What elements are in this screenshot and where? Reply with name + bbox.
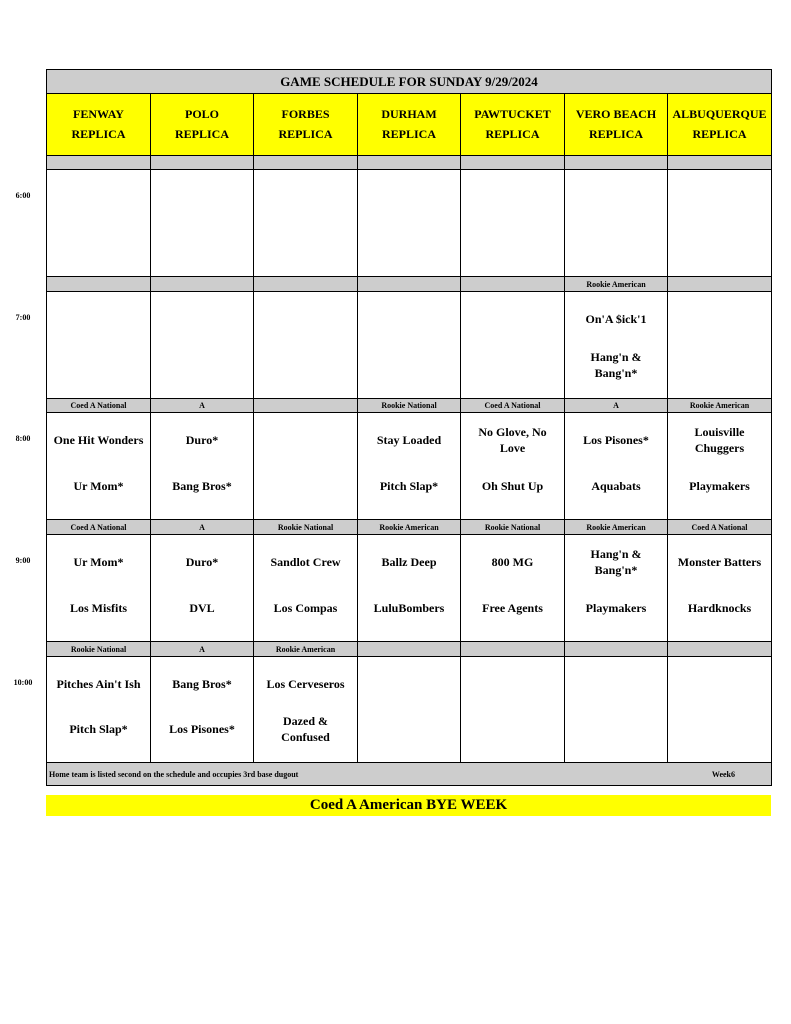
division-label <box>253 155 358 170</box>
game-cell <box>150 291 254 399</box>
away-team: Bang Bros* <box>172 677 232 691</box>
field-name: PAWTUCKET <box>474 106 551 121</box>
time-label: 8:00 <box>15 434 31 443</box>
home-team: Los Pisones* <box>169 722 235 736</box>
field-header <box>253 93 358 156</box>
game-cell <box>460 412 565 520</box>
game-cell <box>150 412 254 520</box>
home-team: Playmakers <box>689 479 750 493</box>
away-team: Pitches Ain't Ish <box>56 677 141 691</box>
game-cell <box>564 534 668 642</box>
game-cell <box>46 534 151 642</box>
division-label <box>460 276 565 292</box>
division-label <box>150 276 254 292</box>
home-team: Bang Bros* <box>172 479 232 493</box>
field-subtitle: REPLICA <box>174 127 229 142</box>
division-label <box>667 155 772 170</box>
division-label <box>357 276 461 292</box>
week-label: Week6 <box>711 769 735 779</box>
division-label <box>667 276 772 292</box>
field-subtitle: REPLICA <box>381 127 436 142</box>
home-team: Free Agents <box>482 601 543 615</box>
game-cell <box>667 291 772 399</box>
home-team: Aquabats <box>591 479 641 493</box>
away-team: Louisville Chuggers <box>694 425 745 455</box>
game-cell <box>46 291 151 399</box>
division-label: Coed A National <box>46 398 151 413</box>
home-team: Hardknocks <box>687 601 752 615</box>
away-team: Ur Mom* <box>73 555 124 569</box>
home-team: DVL <box>189 601 215 615</box>
away-team: One Hit Wonders <box>53 433 144 447</box>
division-label <box>46 155 151 170</box>
game-cell <box>357 169 461 277</box>
home-team-note: Home team is listed second on the schedule and occupies 3rd base dugout <box>49 769 299 779</box>
division-label: Coed A National <box>667 519 772 535</box>
field-name: POLO <box>184 106 219 121</box>
home-team: Dazed & Confused <box>281 714 330 744</box>
game-cell <box>460 291 565 399</box>
game-cell <box>460 656 565 763</box>
field-header <box>46 93 151 156</box>
schedule-title: GAME SCHEDULE FOR SUNDAY 9/29/2024 <box>46 69 772 94</box>
game-cell <box>253 412 358 520</box>
field-name: VERO BEACH <box>575 106 657 121</box>
game-cell <box>564 656 668 763</box>
away-team: Ballz Deep <box>381 555 437 569</box>
game-cell <box>357 656 461 763</box>
division-label <box>564 641 668 657</box>
game-cell <box>253 169 358 277</box>
away-team: Monster Batters <box>677 555 762 569</box>
time-label: 7:00 <box>15 313 31 322</box>
away-team: No Glove, No Love <box>478 425 547 455</box>
time-label: 6:00 <box>15 191 31 200</box>
game-cell <box>150 656 254 763</box>
bye-week-banner: Coed A American BYE WEEK <box>46 795 771 816</box>
field-subtitle: REPLICA <box>692 127 747 142</box>
division-label <box>460 641 565 657</box>
game-cell <box>46 169 151 277</box>
game-cell <box>460 534 565 642</box>
away-team: Duro* <box>185 555 219 569</box>
field-subtitle: REPLICA <box>485 127 540 142</box>
division-label: Rookie National <box>460 519 565 535</box>
field-subtitle: REPLICA <box>588 127 643 142</box>
division-label: Rookie National <box>253 519 358 535</box>
game-cell <box>150 534 254 642</box>
division-label <box>357 641 461 657</box>
schedule-table <box>46 69 771 785</box>
game-cell <box>667 412 772 520</box>
home-team: Los Misfits <box>70 601 127 615</box>
field-header <box>150 93 254 156</box>
game-cell <box>253 534 358 642</box>
away-team: Sandlot Crew <box>270 555 341 569</box>
division-label: A <box>150 641 254 657</box>
game-cell <box>253 291 358 399</box>
game-cell <box>357 534 461 642</box>
field-name: FORBES <box>281 106 330 121</box>
home-team: LuluBombers <box>373 601 445 615</box>
game-cell <box>667 656 772 763</box>
field-header <box>357 93 461 156</box>
game-cell <box>46 656 151 763</box>
field-header <box>667 93 772 156</box>
division-label: Rookie American <box>564 276 668 292</box>
away-team: Los Cerveseros <box>266 677 345 691</box>
game-cell <box>150 169 254 277</box>
time-label: 9:00 <box>15 556 31 565</box>
game-cell <box>357 412 461 520</box>
home-team: Playmakers <box>585 601 647 615</box>
division-label: Rookie American <box>564 519 668 535</box>
division-label: Rookie National <box>46 641 151 657</box>
away-team: Duro* <box>185 433 219 447</box>
division-label <box>460 155 565 170</box>
division-label <box>253 276 358 292</box>
division-label: A <box>150 519 254 535</box>
field-header <box>564 93 668 156</box>
division-label: Rookie American <box>667 398 772 413</box>
away-team: On'A $ick'1 <box>585 312 647 326</box>
away-team: 800 MG <box>491 555 534 569</box>
division-label: Rookie American <box>357 519 461 535</box>
game-cell <box>667 534 772 642</box>
away-team: Stay Loaded <box>376 433 442 447</box>
game-cell <box>564 169 668 277</box>
game-cell <box>357 291 461 399</box>
division-label <box>667 641 772 657</box>
footer-bar <box>46 762 772 786</box>
division-label: Coed A National <box>46 519 151 535</box>
home-team: Los Compas <box>273 601 338 615</box>
division-label <box>253 398 358 413</box>
field-name: FENWAY <box>73 106 124 121</box>
game-cell <box>667 169 772 277</box>
time-label: 10:00 <box>13 678 33 687</box>
game-cell <box>564 291 668 399</box>
home-team: Pitch Slap* <box>379 479 439 493</box>
division-label: A <box>564 398 668 413</box>
away-team: Hang'n & Bang'n* <box>590 547 642 577</box>
game-cell <box>564 412 668 520</box>
division-label <box>150 155 254 170</box>
home-team: Pitch Slap* <box>69 722 128 736</box>
home-team: Ur Mom* <box>73 479 124 493</box>
division-label: A <box>150 398 254 413</box>
game-cell <box>253 656 358 763</box>
field-subtitle: REPLICA <box>71 127 126 142</box>
division-label <box>357 155 461 170</box>
division-label: Rookie National <box>357 398 461 413</box>
division-label <box>46 276 151 292</box>
division-label <box>564 155 668 170</box>
home-team: Oh Shut Up <box>481 479 544 493</box>
game-cell <box>46 412 151 520</box>
division-label: Coed A National <box>460 398 565 413</box>
field-name: ALBUQUERQUE <box>672 106 767 121</box>
game-cell <box>460 169 565 277</box>
division-label: Rookie American <box>253 641 358 657</box>
home-team: Hang'n & Bang'n* <box>590 350 642 380</box>
field-subtitle: REPLICA <box>278 127 333 142</box>
field-name: DURHAM <box>381 106 437 121</box>
away-team: Los Pisones* <box>583 433 649 447</box>
field-header <box>460 93 565 156</box>
